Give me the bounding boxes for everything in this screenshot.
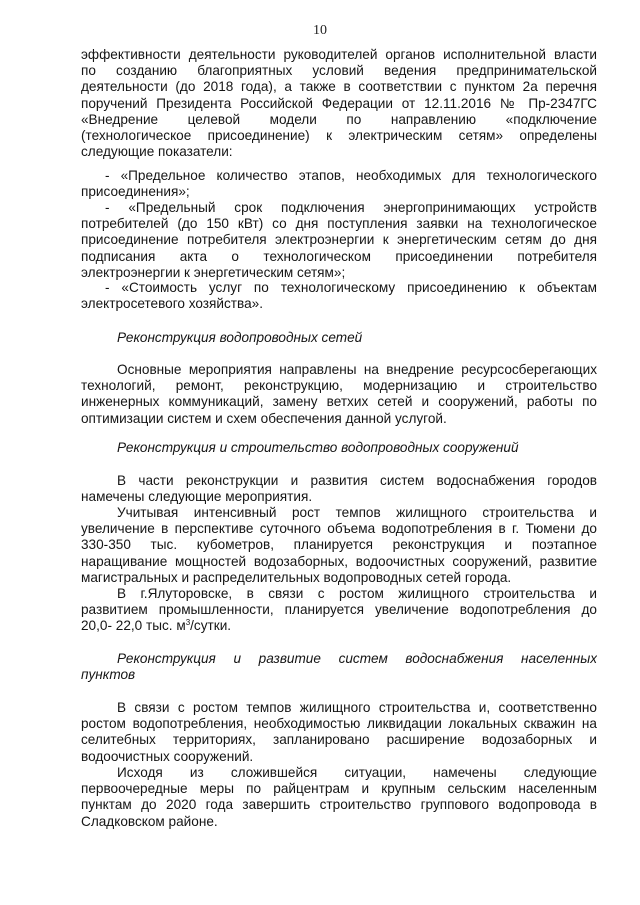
text-line: водоочистных сооружений. xyxy=(81,748,254,764)
section-heading xyxy=(81,440,597,456)
text-line: намечены следующие мероприятия. xyxy=(81,489,313,505)
text-line: - «Предельное количество этапов, необходимых для технологического xyxy=(105,168,597,183)
text-line: Исходя из сложившейся ситуации, намечены следующие xyxy=(117,765,597,780)
page-number: 10 xyxy=(313,23,327,38)
text-line: деятельности (до 2018 года), а также в соответствии с пунктом 2а перечня xyxy=(81,79,597,95)
heading-text: пунктов xyxy=(81,667,136,683)
text-line: 330-350 тыс. кубометров, планируется реконструкция и поэтапное xyxy=(81,537,597,553)
cubic-superscript: 3 xyxy=(185,618,191,628)
text-line: электросетевого хозяйства». xyxy=(81,296,263,312)
text-line: «Внедрение целевой модели по направлению «подключение xyxy=(81,111,597,127)
text-line: инженерных коммуникаций, замену ветхих сетей и сооружений, работы по xyxy=(81,394,597,410)
text-line: - «Стоимость услуг по технологическому присоединению к объектам xyxy=(105,280,597,295)
text-line: (технологическое присоединение) к электрическим сетям» определены xyxy=(81,127,597,143)
text-line: пунктам до 2020 года завершить строительство группового водопровода в xyxy=(81,797,597,813)
body-paragraph xyxy=(81,473,597,505)
volume-unit: /сутки. xyxy=(190,618,232,634)
text-line: В части реконструкции и развития систем водоснабжения городов xyxy=(117,473,597,488)
text-line: электроэнергии к энергетическим сетям»; xyxy=(81,264,346,280)
text-line: первоочередные меры по райцентрам и крупным сельским населенным xyxy=(81,781,597,797)
section-heading xyxy=(81,330,597,346)
text-line: ростом водопотребления, необходимостью ликвидации локальных скважин на xyxy=(81,716,597,732)
text-line: эффективности деятельности руководителей органов исполнительной власти xyxy=(81,47,597,62)
body-paragraph xyxy=(81,765,597,830)
indicator-item xyxy=(81,280,597,312)
body-paragraph xyxy=(81,505,597,586)
text-line: В г.Ялуторовске, в связи с ростом жилищного строительства и xyxy=(117,586,597,601)
indicator-item xyxy=(81,200,597,281)
text-line: наращивание мощностей водозаборных, водоочистных сооружений, развитие xyxy=(81,553,597,569)
text-line: по созданию благоприятных условий ведения предпринимательской xyxy=(81,63,597,79)
text-line: подписания акта о технологическом присоединении потребителя xyxy=(81,248,597,264)
text-line: Сладковском районе. xyxy=(81,813,218,829)
text-line: - «Предельный срок подключения энергопринимающих устройств xyxy=(105,200,597,215)
heading-text: Реконструкция и строительство водопроводных сооружений xyxy=(117,440,519,455)
body-paragraph xyxy=(81,586,597,635)
text-line: Основные мероприятия направлены на внедрение ресурсосберегающих xyxy=(117,362,597,377)
indicator-item xyxy=(81,168,597,200)
text-line: оптимизации систем и схем обеспечения данной услугой. xyxy=(81,410,447,426)
heading-text: Реконструкция водопроводных сетей xyxy=(117,330,363,345)
heading-text: Реконструкция и развитие систем водоснабжения населенных xyxy=(117,651,597,666)
section-heading xyxy=(81,651,597,683)
text-line: технологий, ремонт, реконструкцию, модернизацию и строительство xyxy=(81,378,597,394)
text-line: развитием промышленности, планируется увеличение водопотребления до xyxy=(81,602,597,618)
text-line xyxy=(81,618,597,634)
text-line: Учитывая интенсивный рост темпов жилищного строительства и xyxy=(117,505,597,520)
volume-value: 20,0- 22,0 тыс. м xyxy=(81,618,186,634)
text-line: присоединение потребителя электроэнергии к энергетическим сетям до дня xyxy=(81,232,597,248)
text-line: В связи с ростом темпов жилищного строительства и, соответственно xyxy=(117,700,597,715)
text-line: потребителей (до 150 кВт) со дня поступления заявки на технологическое xyxy=(81,216,597,232)
intro-paragraph xyxy=(81,47,597,160)
text-line: магистральных и распределительных водопроводных сетей города. xyxy=(81,569,512,585)
text-line: поручений Президента Российской Федерации от 12.11.2016 № Пр-2347ГС xyxy=(81,95,597,111)
body-paragraph xyxy=(81,362,597,427)
text-line: увеличение в перспективе суточного объема водопотребления в г. Тюмени до xyxy=(81,521,597,537)
text-line: присоединения»; xyxy=(81,184,190,200)
text-line: следующие показатели: xyxy=(81,144,233,160)
body-paragraph xyxy=(81,700,597,765)
text-line: селитебных территориях, запланировано расширение водозаборных и xyxy=(81,732,597,748)
